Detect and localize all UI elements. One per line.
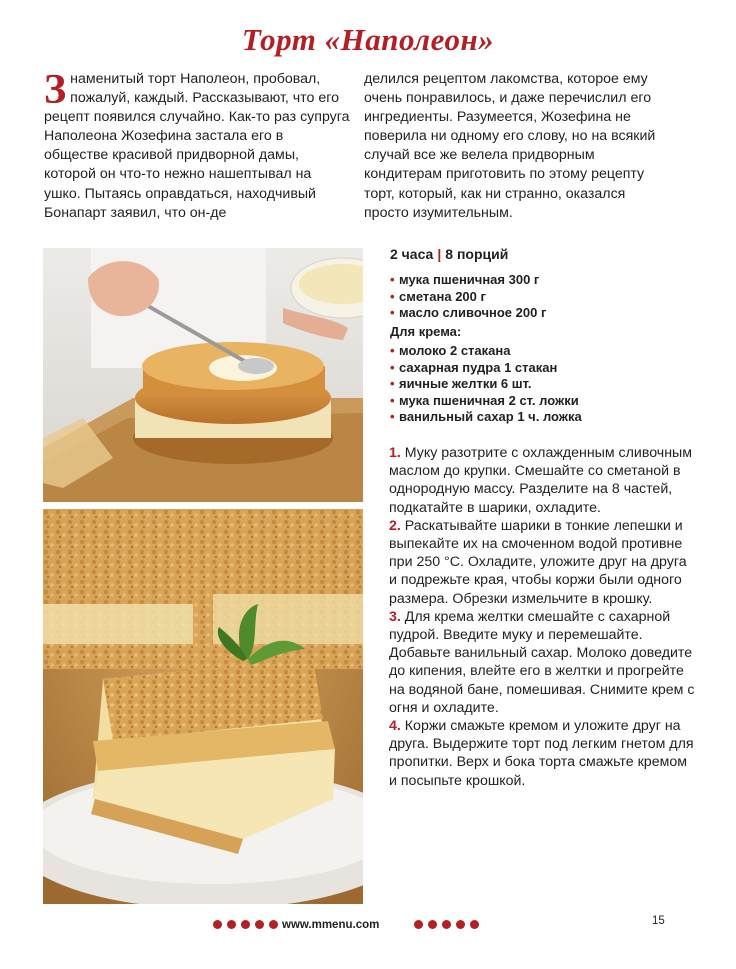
step-text: Коржи смажьте кремом и уложите друг на друга. Выдержите торт под легким гнетом для пропитки. Верх и бока торта смажьте кремом и посыпьте крошкой. [389,718,694,789]
portions: 8 порций [445,246,509,262]
photo-cake-slice [43,509,363,904]
cream-ingredient-item: • ванильный сахар 1 ч. ложка [390,409,710,426]
step-number: 4. [389,718,401,735]
step-text: Для крема желтки смешайте с сахарной пудрой. Введите муку и перемешайте. Добавьте ванильный сахар. Молоко доведите до кипения, влейте его в желтки и прогрейте на водяной бане, помешивая. Снимите крем с огня и охладите. [389,608,695,716]
intro-text-left: наменитый торт Наполеон, пробовал, пожалуй, каждый. Рассказывают, что его рецепт появился случайно. Как-то раз супруга Наполеона Жозефина застала его в обществе красивой придворной дамы, которой он что-то нежно нашептывал на ушко. Пытаясь оправдаться, находчивый Бонапарт заявил, что он-де [44,71,350,221]
cream-ingredient-item: • мука пшеничная 2 ст. ложки [390,393,710,410]
intro-right-column [364,70,674,223]
intro-left-column [44,67,350,223]
photo-cake-assembly [43,248,363,502]
step-1 [389,444,695,517]
step-text: Муку разотрите с охлажденным сливочным маслом до крупки. Смешайте со сметаной в однородную массу. Разделите на 8 частей, подкатайте в шарики, охладите. [389,445,692,516]
decorative-dots-right [414,920,479,929]
step-number: 2. [389,517,401,534]
cream-ingredient-item: • сахарная пудра 1 стакан [390,360,710,377]
cream-ingredient-item: • яичные желтки 6 шт. [390,376,710,393]
step-number: 1. [389,445,401,461]
step-4 [389,717,695,790]
step-2 [389,517,695,608]
page-title: Торт «Наполеон» [241,22,495,57]
ingredient-item: • масло сливочное 200 г [390,305,710,322]
step-number: 3. [389,608,401,625]
ingredient-item: • мука пшеничная 300 г [390,272,710,289]
recipe-steps [389,444,695,790]
decorative-dots-left [213,920,278,929]
ingredient-item: • сметана 200 г [390,289,710,306]
drop-cap: З [44,67,67,113]
cooking-time: 2 часа [390,246,434,262]
step-3 [389,608,695,717]
meta-separator: | [437,246,442,262]
cream-heading: Для крема: [390,324,462,339]
recipe-meta [390,246,508,262]
cream-ingredient-item: • молоко 2 стакана [390,343,710,360]
ingredients-list [390,272,710,322]
page-number: 15 [652,915,665,927]
site-link[interactable]: www.mmenu.com [282,919,380,931]
intro-text-right: делился рецептом лакомства, которое ему очень понравилось, и даже перечислил его ингредиенты. Разумеется, Жозефина не поверила ни одному его слову, но на всякий случай все же велела придворным кондитерам приготовить по этому рецепту торт, который, как ни странно, оказался просто изумительным. [364,71,656,221]
step-text: Раскатывайте шарики в тонкие лепешки и выпекайте их на смоченном водой противне при 250 °С. Охладите, уложите друг на друга и подрежьте края, чтобы коржи были одного размера. Обрезки измельчите в крошку. [389,517,687,607]
cream-ingredients-list [390,343,710,426]
